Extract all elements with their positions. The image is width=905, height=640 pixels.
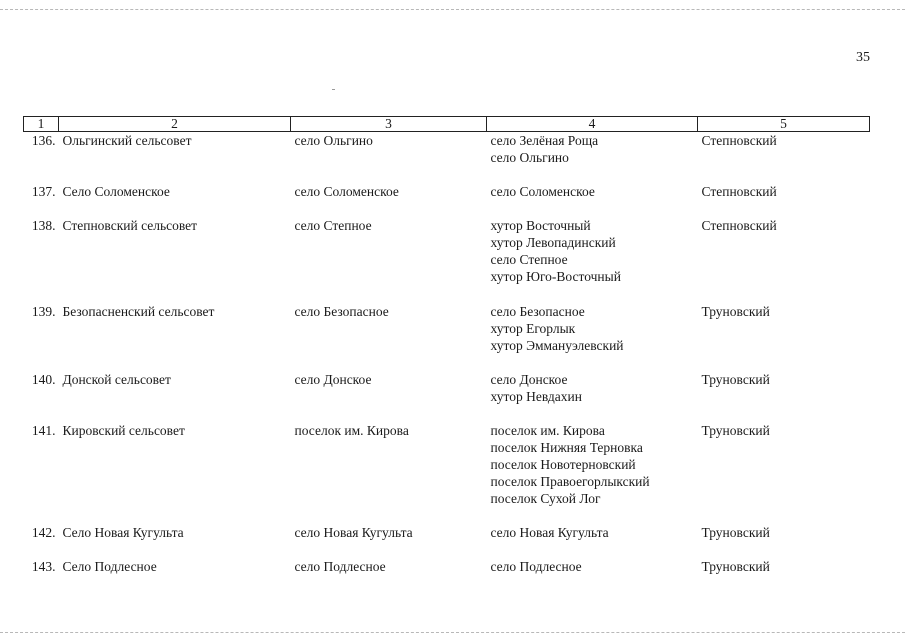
row-number: 143.	[31, 558, 56, 574]
row-number: 136.	[31, 133, 56, 148]
row-number: 142.	[31, 524, 56, 540]
administrative-center: село Новая Кугульта	[294, 524, 413, 540]
municipality-name: Кировский сельсовет	[62, 422, 185, 438]
row-number: 138.	[31, 217, 56, 233]
settlements-list	[487, 422, 698, 524]
settlement-item: поселок Нижняя Терновка	[490, 439, 643, 455]
page-number: 35	[856, 50, 870, 65]
settlements-list	[487, 217, 698, 303]
settlement-item: село Донское	[490, 371, 568, 387]
settlement-item: село Подлесное	[490, 558, 582, 574]
district-name: Труновский	[701, 524, 770, 540]
administrative-center: село Ольгино	[294, 133, 373, 148]
municipality-name: Безопасненский сельсовет	[62, 303, 215, 319]
settlements-table	[23, 116, 870, 588]
settlement-item: поселок Сухой Лог	[490, 490, 601, 506]
table-row	[24, 422, 870, 524]
municipality-name: Степновский сельсовет	[62, 217, 198, 233]
settlement-item: село Новая Кугульта	[490, 524, 609, 540]
table-row	[24, 132, 870, 183]
settlement-item: село Безопасное	[490, 303, 585, 319]
column-header-1: 1	[24, 117, 59, 132]
scan-edge-top	[0, 9, 905, 10]
table-row	[24, 217, 870, 303]
table-row	[24, 524, 870, 558]
settlement-item: поселок Правоегорлыкский	[490, 473, 650, 489]
row-number: 139.	[31, 303, 56, 319]
municipality-name: Ольгинский сельсовет	[62, 133, 192, 148]
table-row	[24, 558, 870, 588]
settlement-item: поселок им. Кирова	[490, 422, 605, 438]
municipality-name: Село Новая Кугульта	[62, 524, 184, 540]
administrative-center: село Донское	[294, 371, 372, 387]
settlement-item: хутор Невдахин	[490, 388, 582, 404]
municipality-name: Донской сельсовет	[62, 371, 171, 387]
column-header-4: 4	[487, 117, 698, 132]
municipality-name: Село Соломенское	[62, 183, 170, 199]
settlements-list	[487, 132, 698, 183]
settlement-item: хутор Левопадинский	[490, 234, 616, 250]
row-number: 137.	[31, 183, 56, 199]
district-name: Труновский	[701, 422, 770, 438]
table-row	[24, 303, 870, 371]
table-row	[24, 371, 870, 422]
settlement-item: село Соломенское	[490, 183, 595, 199]
district-name: Труновский	[701, 558, 770, 574]
settlement-item: село Степное	[490, 251, 568, 267]
settlement-item: хутор Эммануэлевский	[490, 337, 624, 353]
administrative-center: село Подлесное	[294, 558, 386, 574]
settlements-list	[487, 371, 698, 422]
table-row	[24, 183, 870, 217]
row-number: 141.	[31, 422, 56, 438]
settlements-list	[487, 183, 698, 217]
settlement-item: поселок Новотерновский	[490, 456, 636, 472]
district-name: Труновский	[701, 303, 770, 319]
district-name: Труновский	[701, 371, 770, 387]
column-header-3: 3	[291, 117, 487, 132]
scan-speck	[332, 89, 335, 90]
settlement-item: хутор Юго-Восточный	[490, 268, 621, 284]
district-name: Степновский	[701, 217, 777, 233]
settlements-list	[487, 303, 698, 371]
administrative-center: село Соломенское	[294, 183, 399, 199]
table-header-row	[24, 117, 870, 132]
district-name: Степновский	[701, 133, 777, 148]
district-name: Степновский	[701, 183, 777, 199]
row-number: 140.	[31, 371, 56, 387]
administrative-center: село Степное	[294, 217, 372, 233]
municipality-name: Село Подлесное	[62, 558, 157, 574]
settlements-list	[487, 558, 698, 588]
settlement-item: село Ольгино	[490, 150, 569, 165]
settlement-item: село Зелёная Роща	[490, 133, 599, 148]
settlement-item: хутор Егорлык	[490, 320, 576, 336]
administrative-center: поселок им. Кирова	[294, 422, 409, 438]
settlement-item: хутор Восточный	[490, 217, 591, 233]
settlements-list	[487, 524, 698, 558]
administrative-center: село Безопасное	[294, 303, 389, 319]
scan-edge-bottom	[0, 632, 905, 633]
column-header-5: 5	[698, 117, 870, 132]
column-header-2: 2	[59, 117, 291, 132]
